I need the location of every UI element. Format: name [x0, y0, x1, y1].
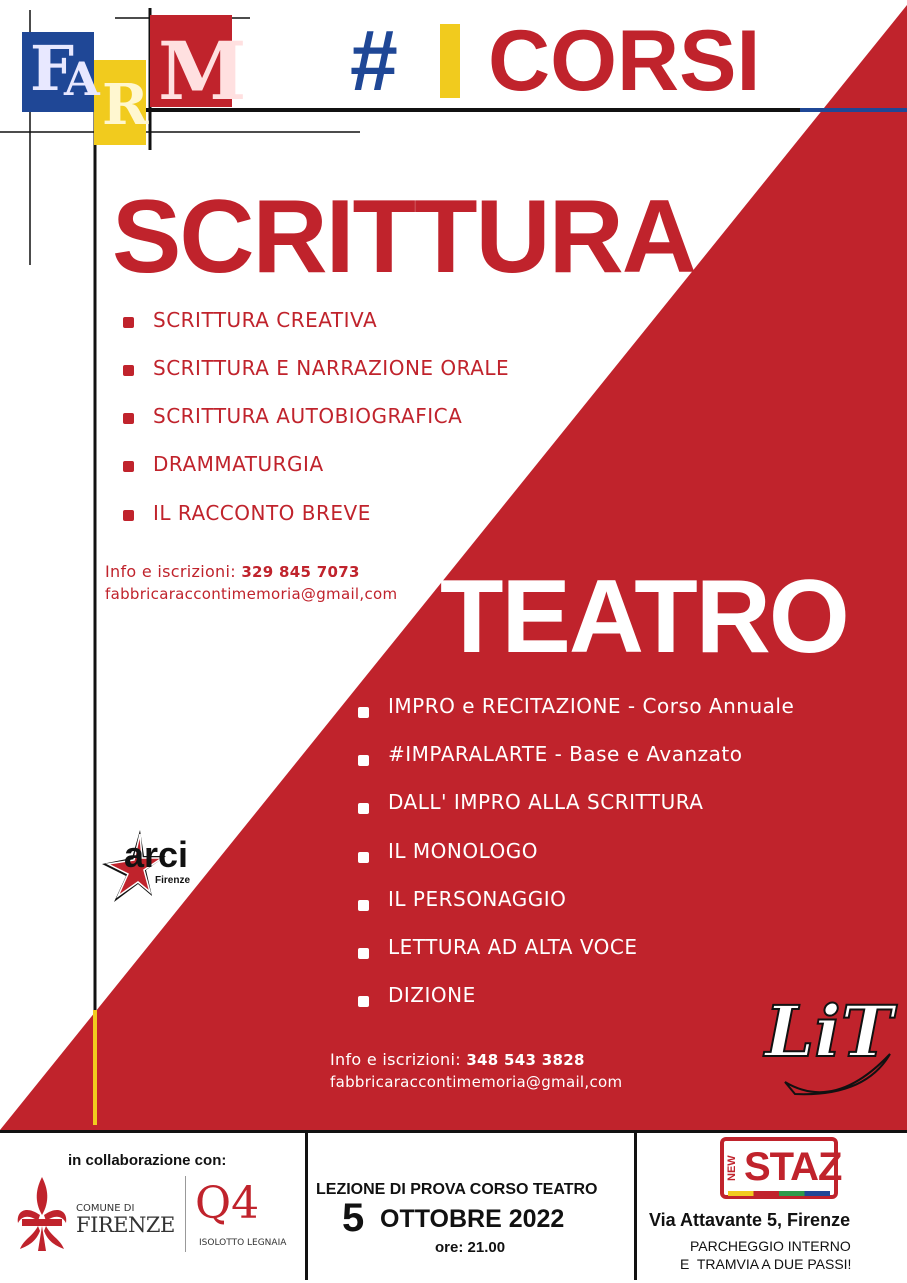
- list-item: SCRITTURA AUTOBIOGRAFICA: [153, 404, 463, 428]
- farm-logo: [22, 24, 247, 150]
- teatro-info: [330, 1050, 585, 1069]
- list-item: DALL' IMPRO ALLA SCRITTURA: [388, 790, 704, 814]
- staz-new: NEW: [726, 1155, 738, 1181]
- list-item: DRAMMATURGIA: [153, 452, 324, 476]
- hash-symbol: #: [350, 13, 398, 109]
- footer-divider: [634, 1133, 637, 1280]
- bullet-icon: [358, 755, 369, 766]
- staz-name: STAZ: [744, 1145, 842, 1189]
- info-label: Info e iscrizioni:: [105, 562, 236, 581]
- list-item: IL RACCONTO BREVE: [153, 501, 371, 525]
- list-item: #IMPARALARTE - Base e Avanzato: [388, 742, 743, 766]
- scrittura-title: SCRITTURA: [112, 179, 695, 295]
- bullet-icon: [123, 365, 134, 376]
- bullet-icon: [358, 707, 369, 718]
- event-time: ore: 21.00: [435, 1239, 506, 1256]
- phone-number: 329 845 7073: [241, 563, 360, 581]
- prova-title: LEZIONE DI PROVA CORSO TEATRO: [316, 1181, 598, 1198]
- bullet-icon: [123, 413, 134, 424]
- comune-small: COMUNE DI: [76, 1203, 135, 1214]
- scrittura-info: [105, 562, 360, 581]
- lit-logo-text: LiT: [765, 990, 893, 1073]
- logo-letter-a: A: [64, 52, 100, 106]
- event-day: 5: [342, 1196, 365, 1240]
- bullet-icon: [358, 900, 369, 911]
- bullet-icon: [123, 317, 134, 328]
- lit-logo: [765, 990, 895, 1110]
- arci-logo: [100, 830, 210, 905]
- arci-name: arci: [124, 834, 189, 875]
- venue-address: Via Attavante 5, Firenze: [649, 1210, 851, 1230]
- lily-icon: [12, 1175, 72, 1253]
- bullet-icon: [358, 852, 369, 863]
- logo-letter-m: M: [158, 24, 247, 118]
- list-item: SCRITTURA E NARRAZIONE ORALE: [153, 356, 510, 380]
- yellow-i-bar: [440, 24, 460, 98]
- q4-logo: Q4: [195, 1178, 260, 1229]
- arci-city: Firenze: [155, 875, 191, 886]
- teatro-title: TEATRO: [440, 559, 848, 675]
- phone-number: 348 543 3828: [466, 1051, 585, 1069]
- list-item: DIZIONE: [388, 983, 476, 1007]
- footer-divider: [305, 1133, 308, 1280]
- smile-icon: [765, 1052, 895, 1102]
- list-item: IL MONOLOGO: [388, 839, 539, 863]
- comune-big: FIRENZE: [76, 1213, 175, 1237]
- event-month-year: OTTOBRE 2022: [380, 1205, 565, 1233]
- bullet-icon: [123, 510, 134, 521]
- teatro-email: fabbricaraccontimemoria@gmail,com: [330, 1073, 623, 1091]
- bullet-icon: [358, 996, 369, 1007]
- list-item: IL PERSONAGGIO: [388, 887, 567, 911]
- q4-subtitle: ISOLOTTO LEGNAIA: [199, 1238, 287, 1248]
- bullet-icon: [358, 948, 369, 959]
- staz-logo: [720, 1137, 842, 1199]
- staz-stripes: [728, 1191, 830, 1196]
- page-title: CORSI: [488, 13, 761, 109]
- list-item: SCRITTURA CREATIVA: [153, 308, 378, 332]
- bullet-icon: [123, 461, 134, 472]
- collab-label: in collaborazione con:: [68, 1152, 227, 1169]
- bullet-icon: [358, 803, 369, 814]
- logo-letter-r: R: [102, 72, 149, 138]
- list-item: IMPRO e RECITAZIONE - Corso Annuale: [388, 694, 795, 718]
- logo-letter-f: F: [30, 32, 75, 105]
- scrittura-email: fabbricaraccontimemoria@gmail,com: [105, 585, 398, 603]
- logo-separator: [185, 1176, 186, 1252]
- parking-line-2: E TRAMVIA A DUE PASSI!: [680, 1256, 852, 1272]
- parking-line-1: PARCHEGGIO INTERNO: [690, 1238, 851, 1254]
- info-label: Info e iscrizioni:: [330, 1050, 461, 1069]
- list-item: LETTURA AD ALTA VOCE: [388, 935, 638, 959]
